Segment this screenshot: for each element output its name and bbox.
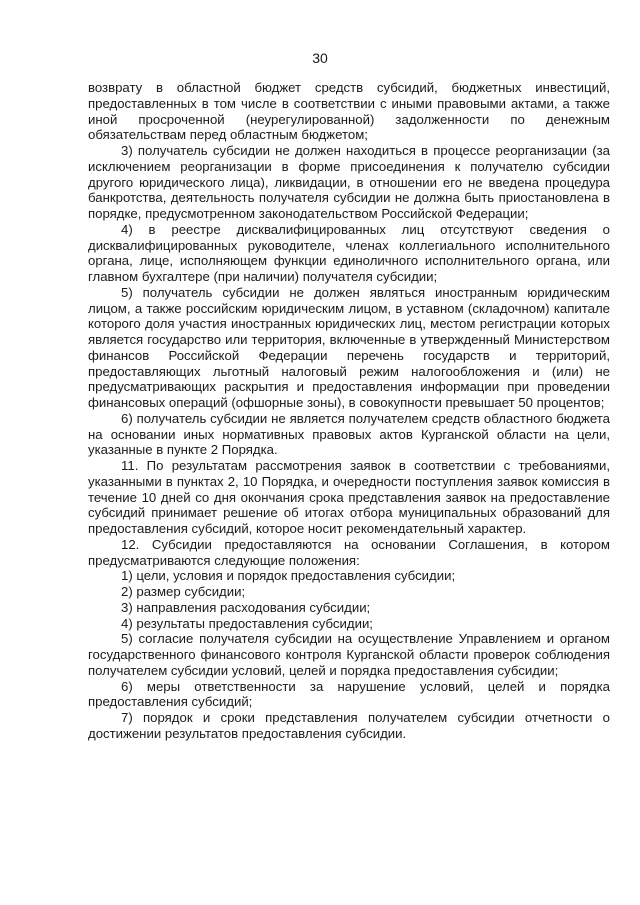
- document-body: [88, 80, 610, 742]
- list-item-6: 6) меры ответственности за нарушение условий, целей и порядка предоставления субсидий;: [88, 678, 610, 710]
- page-number: 30: [312, 50, 328, 66]
- paragraph-item-3: 3) получатель субсидии не должен находиться в процессе реорганизации (за исключением реорганизации в форме присоединения к получателю субсидии другого юридического лица), ликвидации, в отношении его не введена процедура банкротства, деятельность получателя субсидии не должна быть приостановлена в порядке, предусмотренном законодательством Российской Федерации;: [88, 143, 610, 221]
- list-item-1: 1) цели, условия и порядок предоставления субсидии;: [121, 568, 456, 584]
- paragraph-item-5: 5) получатель субсидии не должен являться иностранным юридическим лицом, а также российским юридическим лицом, в уставном (складочном) капитале которого доля участия иностранных юридических лиц, местом регистрации которых является государство или территория, включенные в утвержденный Министерством финансов Российской Федерации перечень государств и территорий, предоставляющих льготный налоговый режим налогообложения и (или) не предусматривающих раскрытия и предоставления информации при проведении финансовых операций (офшорные зоны), в совокупности превышает 50 процентов;: [88, 284, 610, 410]
- paragraph-continuation: возврату в областной бюджет средств субсидий, бюджетных инвестиций, предоставленных в том числе в соответствии с иными правовыми актами, а также иной просроченной (неурегулированной) задолженности по денежным обязательствам перед областным бюджетом;: [88, 80, 610, 143]
- list-item-4: 4) результаты предоставления субсидии;: [121, 615, 373, 631]
- list-item-7: 7) порядок и сроки представления получателем субсидии отчетности о достижении результатов предоставления субсидии.: [88, 710, 610, 741]
- paragraph-clause-12: 12. Субсидии предоставляются на основании Соглашения, в котором предусматриваются следующие положения:: [88, 536, 610, 568]
- list-item-2: 2) размер субсидии;: [121, 584, 246, 599]
- paragraph-item-6: 6) получатель субсидии не является получателем средств областного бюджета на основании иных нормативных правовых актов Курганской области на цели, указанные в пункте 2 Порядка.: [88, 410, 610, 458]
- paragraph-clause-11: 11. По результатам рассмотрения заявок в соответствии с требованиями, указанными в пунктах 2, 10 Порядка, и очередности поступления заявок комиссия в течение 10 дней со дня окончания срока представления заявок на предоставление субсидий принимает решение об итогах отбора муниципальных образований для предоставления субсидий, которое носит рекомендательный характер.: [88, 458, 610, 536]
- list-item-3: 3) направления расходования субсидии;: [121, 599, 371, 615]
- list-item-5: 5) согласие получателя субсидии на осуществление Управлением и органом государственного финансового контроля Курганской области проверок соблюдения получателем субсидии условий, целей и порядка предоставления субсидии;: [88, 631, 610, 678]
- paragraph-item-4: 4) в реестре дисквалифицированных лиц отсутствуют сведения о дисквалифицированных руководителе, членах коллегиального исполнительного органа, лице, исполняющем функции единоличного исполнительного органа, или главном бухгалтере (при наличии) получателя субсидии;: [88, 221, 610, 284]
